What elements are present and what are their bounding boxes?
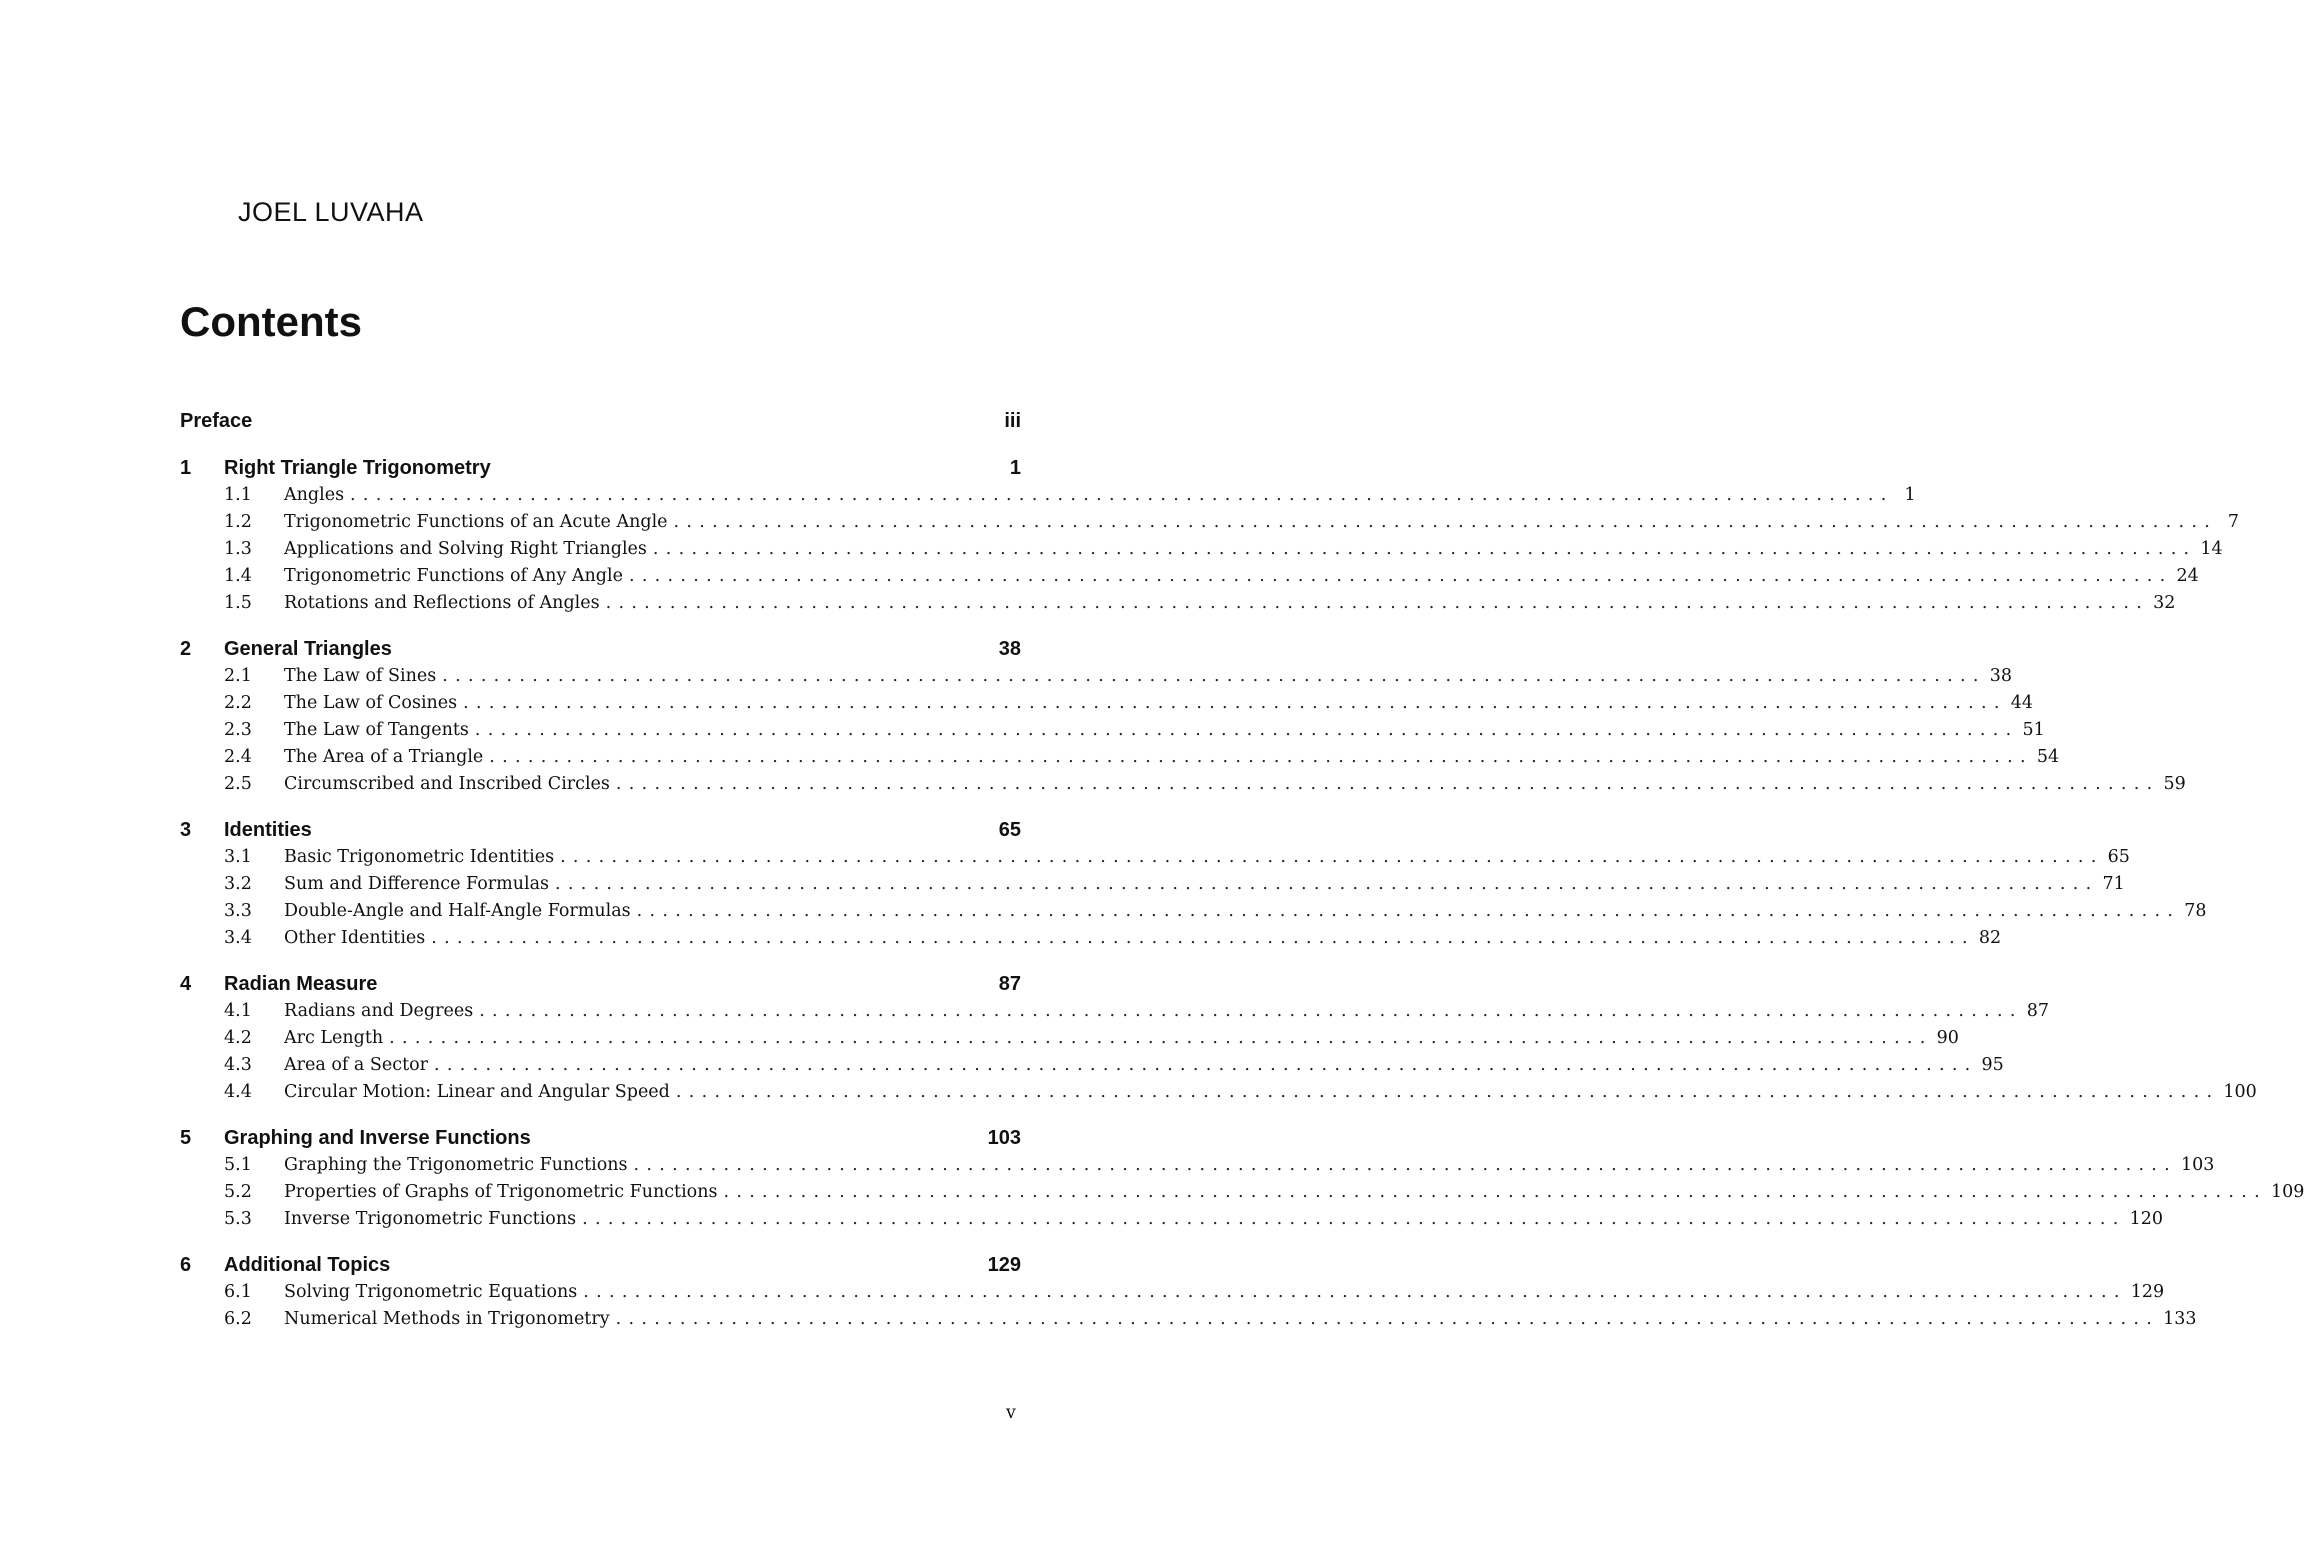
toc-section-page: 24 xyxy=(2176,566,2199,586)
toc-section-title: Solving Trigonometric Equations xyxy=(284,1279,583,1306)
toc-section-title: Other Identities xyxy=(284,925,431,952)
author-name: JOEL LUVAHA xyxy=(238,197,424,227)
toc-section-entry[interactable] xyxy=(180,925,2002,952)
toc-chapter-number: 5 xyxy=(180,1127,192,1149)
toc-dot-leader: ........................................................................................................................ xyxy=(636,901,2181,921)
toc-dot-leader: ........................................................................................................................ xyxy=(673,512,2218,532)
toc-section-page: 103 xyxy=(2181,1155,2215,1175)
toc-section-title: Radians and Degrees xyxy=(284,998,479,1025)
toc-section-number: 1.1 xyxy=(224,485,252,505)
toc-section-title: Applications and Solving Right Triangles xyxy=(284,536,653,563)
toc-chapter-page: 87 xyxy=(998,973,1021,995)
toc-section-page: 7 xyxy=(2227,512,2240,532)
toc-section-title: Sum and Difference Formulas xyxy=(284,871,555,898)
toc-section-entry[interactable] xyxy=(180,744,2060,771)
toc-dot-leader: ........................................................................................................................ xyxy=(350,485,1894,505)
toc-chapter-number: 3 xyxy=(180,819,192,841)
toc-section-entry[interactable] xyxy=(180,1179,2304,1206)
toc-chapter-number: 6 xyxy=(180,1254,192,1276)
toc-section-number: 5.1 xyxy=(224,1155,252,1175)
toc-section-number: 1.4 xyxy=(224,566,252,586)
page-number: v xyxy=(1006,1403,1016,1423)
toc-section-page: 120 xyxy=(2129,1209,2164,1229)
toc-chapter-title: Right Triangle Trigonometry xyxy=(224,455,497,482)
toc-chapter-entry[interactable] xyxy=(180,817,1021,844)
toc-section-title: Area of a Sector xyxy=(284,1052,434,1079)
toc-chapter-entry[interactable] xyxy=(180,1252,1021,1279)
toc-section-page: 90 xyxy=(1936,1028,1959,1048)
toc-chapter-title: Radian Measure xyxy=(224,971,383,998)
toc-section-title: Trigonometric Functions of an Acute Angle xyxy=(284,509,674,536)
toc-chapter-number: 4 xyxy=(180,973,192,995)
toc-section-title: Basic Trigonometric Identities xyxy=(284,844,560,871)
toc-section-page: 100 xyxy=(2223,1082,2257,1102)
toc-dot-leader: ........................................................................................................................ xyxy=(582,1209,2126,1229)
toc-chapter-entry[interactable] xyxy=(180,455,1021,482)
toc-dot-leader: ........................................................................................................................ xyxy=(474,720,2019,740)
toc-dot-leader: ........................................................................................................................ xyxy=(675,1082,2220,1102)
toc-section-entry[interactable] xyxy=(180,1152,2215,1179)
toc-section-number: 2.4 xyxy=(224,747,252,767)
toc-dot-leader: ........................................................................................................................ xyxy=(560,847,2104,867)
toc-section-title: Numerical Methods in Trigonometry xyxy=(284,1306,616,1333)
toc-section-page: 95 xyxy=(1981,1055,2004,1075)
toc-section-number: 6.2 xyxy=(224,1309,252,1329)
toc-section-title: Double-Angle and Half-Angle Formulas xyxy=(284,898,637,925)
toc-dot-leader: ........................................................................................................................ xyxy=(389,1028,1933,1048)
toc-section-number: 2.1 xyxy=(224,666,252,686)
toc-section-title: Circumscribed and Inscribed Circles xyxy=(284,771,616,798)
toc-section-entry[interactable] xyxy=(180,509,2240,536)
toc-dot-leader: ........................................................................................................................ xyxy=(434,1055,1978,1075)
toc-section-entry[interactable] xyxy=(180,998,2049,1025)
toc-section-page: 51 xyxy=(2022,720,2045,740)
toc-chapter-entry[interactable] xyxy=(180,636,1021,663)
toc-section-entry[interactable] xyxy=(180,1025,1959,1052)
toc-section-entry[interactable] xyxy=(180,1052,2004,1079)
toc-chapter-title: Additional Topics xyxy=(224,1252,396,1279)
toc-section-entry[interactable] xyxy=(180,871,2125,898)
toc-section-title: The Law of Tangents xyxy=(284,717,475,744)
toc-dot-leader: ........................................................................................................................ xyxy=(442,666,1986,686)
toc-section-page: 65 xyxy=(2107,847,2130,867)
toc-section-title: The Law of Sines xyxy=(284,663,442,690)
toc-section-page: 54 xyxy=(2036,747,2060,767)
toc-section-title: Properties of Graphs of Trigonometric Functions xyxy=(284,1179,723,1206)
toc-dot-leader: ........................................................................................................................ xyxy=(605,593,2150,613)
toc-dot-leader: ........................................................................................................................ xyxy=(633,1155,2178,1175)
toc-section-page: 71 xyxy=(2102,874,2125,894)
toc-section-number: 4.2 xyxy=(224,1028,252,1048)
toc-chapter-page: 65 xyxy=(998,819,1021,841)
toc-section-number: 4.4 xyxy=(224,1082,252,1102)
toc-dot-leader: ........................................................................................................................ xyxy=(723,1182,2267,1202)
toc-dot-leader: ........................................................................................................................ xyxy=(431,928,1975,948)
toc-section-number: 1.2 xyxy=(224,512,252,532)
toc-section-page: 109 xyxy=(2271,1182,2304,1202)
toc-section-number: 3.4 xyxy=(224,928,252,948)
toc-preface-entry[interactable] xyxy=(180,408,1021,435)
toc-section-title: Trigonometric Functions of Any Angle xyxy=(284,563,629,590)
toc-section-title: Rotations and Reflections of Angles xyxy=(284,590,606,617)
toc-chapter-page: 129 xyxy=(987,1254,1021,1276)
toc-dot-leader: ........................................................................................................................ xyxy=(628,566,2173,586)
page-title: Contents xyxy=(180,298,362,345)
toc-section-number: 6.1 xyxy=(224,1282,252,1302)
toc-section-number: 1.5 xyxy=(224,593,252,613)
toc-dot-leader: ........................................................................................................................ xyxy=(463,693,2007,713)
toc-section-title: Circular Motion: Linear and Angular Speed xyxy=(284,1079,676,1106)
toc-section-page: 44 xyxy=(2010,693,2033,713)
toc-dot-leader: ........................................................................................................................ xyxy=(583,1282,2127,1302)
toc-section-page: 32 xyxy=(2153,593,2176,613)
toc-section-number: 3.3 xyxy=(224,901,252,921)
toc-section-entry[interactable] xyxy=(180,482,1916,509)
toc-section-number: 3.2 xyxy=(224,874,252,894)
toc-dot-leader: ........................................................................................................................ xyxy=(615,774,2160,794)
toc-section-page: 14 xyxy=(2200,539,2223,559)
toc-section-entry[interactable] xyxy=(180,771,2186,798)
toc-section-page: 1 xyxy=(1904,485,1916,505)
toc-chapter-entry[interactable] xyxy=(180,1125,1021,1152)
toc-chapter-number: 1 xyxy=(180,457,192,479)
toc-section-page: 59 xyxy=(2163,774,2186,794)
toc-chapter-title: Identities xyxy=(224,817,318,844)
toc-section-entry[interactable] xyxy=(180,898,2207,925)
toc-section-title: Arc Length xyxy=(284,1025,389,1052)
toc-section-entry[interactable] xyxy=(180,590,2176,617)
toc-section-number: 5.2 xyxy=(224,1182,252,1202)
toc-section-number: 3.1 xyxy=(224,847,252,867)
toc-chapter-title: General Triangles xyxy=(224,636,398,663)
toc-preface-page: iii xyxy=(1004,410,1021,432)
toc-section-page: 82 xyxy=(1978,928,2002,948)
toc-section-number: 1.3 xyxy=(224,539,252,559)
toc-section-title: Angles xyxy=(284,482,350,509)
toc-section-entry[interactable] xyxy=(180,663,2013,690)
toc-section-page: 87 xyxy=(2026,1001,2049,1021)
toc-dot-leader: ........................................................................................................................ xyxy=(652,539,2197,559)
toc-section-entry[interactable] xyxy=(180,563,2199,590)
toc-section-title: The Area of a Triangle xyxy=(284,744,489,771)
toc-section-page: 38 xyxy=(1989,666,2013,686)
toc-section-page: 133 xyxy=(2163,1309,2197,1329)
toc-section-page: 78 xyxy=(2184,901,2207,921)
table-of-contents xyxy=(180,408,2304,1333)
toc-section-entry[interactable] xyxy=(180,1306,2197,1333)
toc-chapter-page: 1 xyxy=(1009,457,1021,479)
toc-section-title: Inverse Trigonometric Functions xyxy=(284,1206,582,1233)
toc-section-title: Graphing the Trigonometric Functions xyxy=(284,1152,634,1179)
toc-section-number: 2.2 xyxy=(224,693,252,713)
toc-chapter-page: 38 xyxy=(998,638,1021,660)
toc-chapter-page: 103 xyxy=(987,1127,1021,1149)
toc-section-number: 4.3 xyxy=(224,1055,252,1075)
toc-section-entry[interactable] xyxy=(180,717,2045,744)
toc-section-page: 129 xyxy=(2130,1282,2165,1302)
toc-chapter-title: Graphing and Inverse Functions xyxy=(224,1125,537,1152)
toc-section-entry[interactable] xyxy=(180,1079,2257,1106)
toc-chapter-entry[interactable] xyxy=(180,971,1021,998)
toc-dot-leader: ........................................................................................................................ xyxy=(479,1001,2023,1021)
toc-section-entry[interactable] xyxy=(180,844,2130,871)
toc-section-entry[interactable] xyxy=(180,1206,2164,1233)
toc-section-number: 2.3 xyxy=(224,720,252,740)
toc-dot-leader: ........................................................................................................................ xyxy=(554,874,2099,894)
toc-section-number: 2.5 xyxy=(224,774,252,794)
toc-section-number: 5.3 xyxy=(224,1209,252,1229)
toc-section-entry[interactable] xyxy=(180,1279,2165,1306)
toc-preface-label: Preface xyxy=(180,408,258,435)
toc-section-title: The Law of Cosines xyxy=(284,690,463,717)
toc-dot-leader: ........................................................................................................................ xyxy=(615,1309,2160,1329)
toc-section-entry[interactable] xyxy=(180,536,2223,563)
toc-chapter-number: 2 xyxy=(180,638,192,660)
toc-section-entry[interactable] xyxy=(180,690,2033,717)
toc-dot-leader: ........................................................................................................................ xyxy=(489,747,2033,767)
toc-section-number: 4.1 xyxy=(224,1001,252,1021)
